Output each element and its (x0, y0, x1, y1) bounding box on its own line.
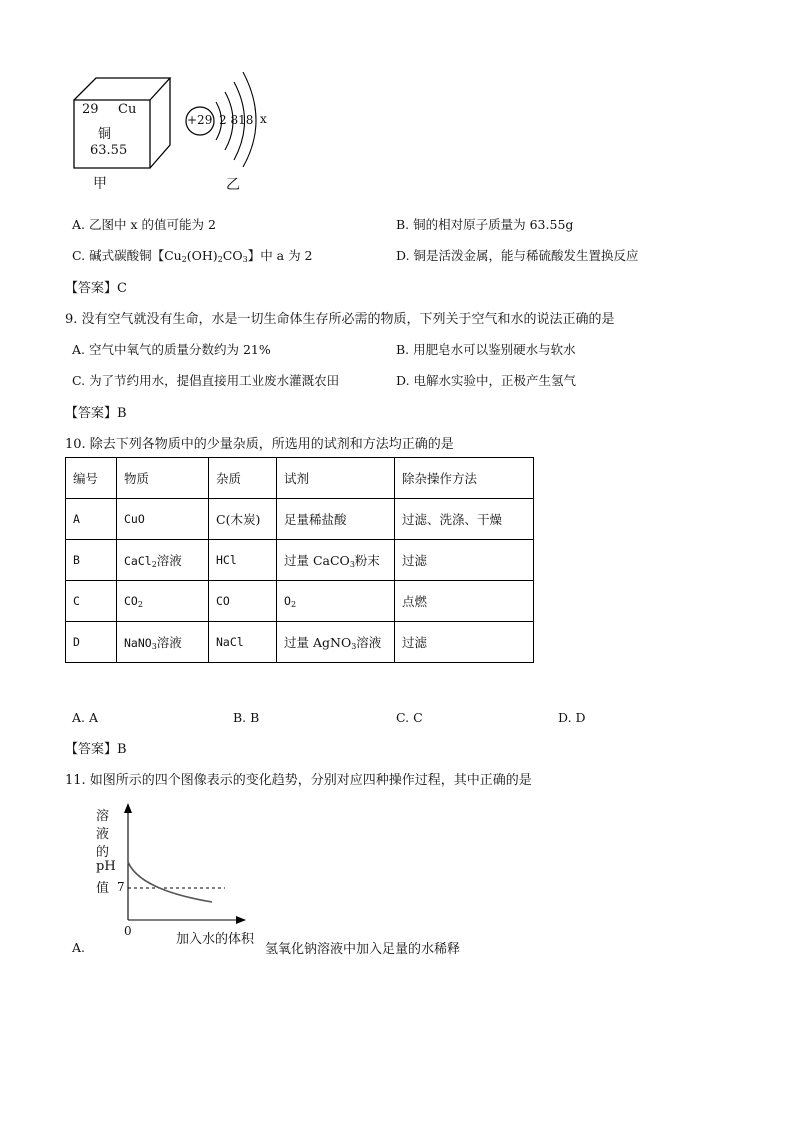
outer-shell-x: x (260, 112, 267, 126)
cell-reagent: 过量 CaCO$_3$粉末 (277, 540, 395, 581)
figure-jia-label: 甲 (93, 176, 107, 192)
cell-substance: CuO (117, 499, 209, 540)
table-row (66, 499, 534, 540)
header-cell: 编号 (66, 458, 117, 499)
q9-option-c: C. 为了节约用水，提倡直接用工业废水灌溉农田 (72, 373, 340, 388)
cell-method: 过滤、洗涤、干燥 (395, 499, 534, 540)
header-cell: 试剂 (277, 458, 395, 499)
cell-reagent: $O_2$ (277, 581, 395, 622)
cell-id: D (66, 622, 117, 663)
cell-impurity: C(木炭) (209, 499, 277, 540)
q10-answer: 【答案】B (65, 742, 127, 757)
cell-id: C (66, 581, 117, 622)
q10-option-b: B. B (233, 710, 260, 725)
q9-option-a: A. 空气中氧气的质量分数约为 21% (72, 342, 271, 357)
q11-option-a-label: A. (72, 940, 86, 955)
cell-id: A (66, 499, 117, 540)
atomic-number: 29 (82, 102, 99, 117)
y-label-3: 的 (96, 845, 110, 860)
cell-substance: $CO_2$ (117, 581, 209, 622)
q9-answer: 【答案】B (65, 406, 127, 421)
cell-impurity: NaCl (209, 622, 277, 663)
q10-option-d: D. D (558, 710, 586, 725)
copper-element-cube (72, 75, 172, 170)
cell-method: 过滤 (395, 540, 534, 581)
cell-substance: NaNO$_3$溶液 (117, 622, 209, 663)
q10-stem: 10. 除去下列各物质中的少量杂质，所选用的试剂和方法均正确的是 (65, 437, 454, 452)
q9-stem: 9. 没有空气就没有生命，水是一切生命体生存所必需的物质，下列关于空气和水的说法正确的是 (65, 312, 615, 327)
table-row (66, 540, 534, 581)
q8-answer: 【答案】C (65, 281, 127, 296)
element-name: 铜 (98, 127, 112, 142)
cell-method: 过滤 (395, 622, 534, 663)
cell-method: 点燃 (395, 581, 534, 622)
cell-impurity: HCl (209, 540, 277, 581)
y-label-4: pH (96, 859, 116, 874)
table-row (66, 622, 534, 663)
q8-option-b: B. 铜的相对原子质量为 63.55g (396, 217, 574, 232)
shell-electrons: 2 818 (219, 113, 254, 127)
ph-dilution-graph (90, 800, 270, 950)
element-symbol: Cu (118, 102, 137, 117)
cell-reagent: 过量 AgNO$_3$溶液 (277, 622, 395, 663)
q10-option-c: C. C (396, 710, 423, 725)
atomic-mass: 63.55 (90, 143, 128, 158)
q8-option-c: C. 碱式碳酸铜【$Cu_2(OH)_2CO_3$】中 a 为 2 (72, 248, 313, 264)
header-cell: 物质 (117, 458, 209, 499)
y-label-1: 溶 (96, 809, 110, 824)
q8-option-a: A. 乙图中 x 的值可能为 2 (72, 217, 216, 232)
cell-substance: CaCl$_2$溶液 (117, 540, 209, 581)
q11-option-a-text: 氢氧化钠溶液中加入足量的水稀释 (265, 942, 461, 957)
header-cell: 杂质 (209, 458, 277, 499)
y-label-2: 液 (96, 827, 110, 842)
q8-option-d: D. 铜是活泼金属，能与稀硫酸发生置换反应 (396, 248, 639, 263)
origin-label: 0 (124, 924, 132, 938)
x-axis-label: 加入水的体积 (176, 932, 255, 947)
nucleus-charge: +29 (187, 113, 213, 127)
q11-stem: 11. 如图所示的四个图像表示的变化趋势，分别对应四种操作过程，其中正确的是 (65, 773, 532, 788)
table-header-row (66, 458, 534, 499)
q10-table (65, 457, 534, 663)
figure-yi-label: 乙 (226, 177, 240, 193)
y-label-5: 值 (96, 881, 110, 896)
q9-option-b: B. 用肥皂水可以鉴别硬水与软水 (396, 342, 576, 357)
q9-option-d: D. 电解水实验中，正极产生氢气 (396, 373, 577, 388)
tick-7: 7 (117, 880, 125, 894)
header-cell: 除杂操作方法 (395, 458, 534, 499)
cell-impurity: CO (209, 581, 277, 622)
copper-atom-diagram (183, 72, 283, 167)
table-row (66, 581, 534, 622)
q10-option-a: A. A (72, 710, 99, 725)
cell-reagent: 足量稀盐酸 (277, 499, 395, 540)
cell-id: B (66, 540, 117, 581)
